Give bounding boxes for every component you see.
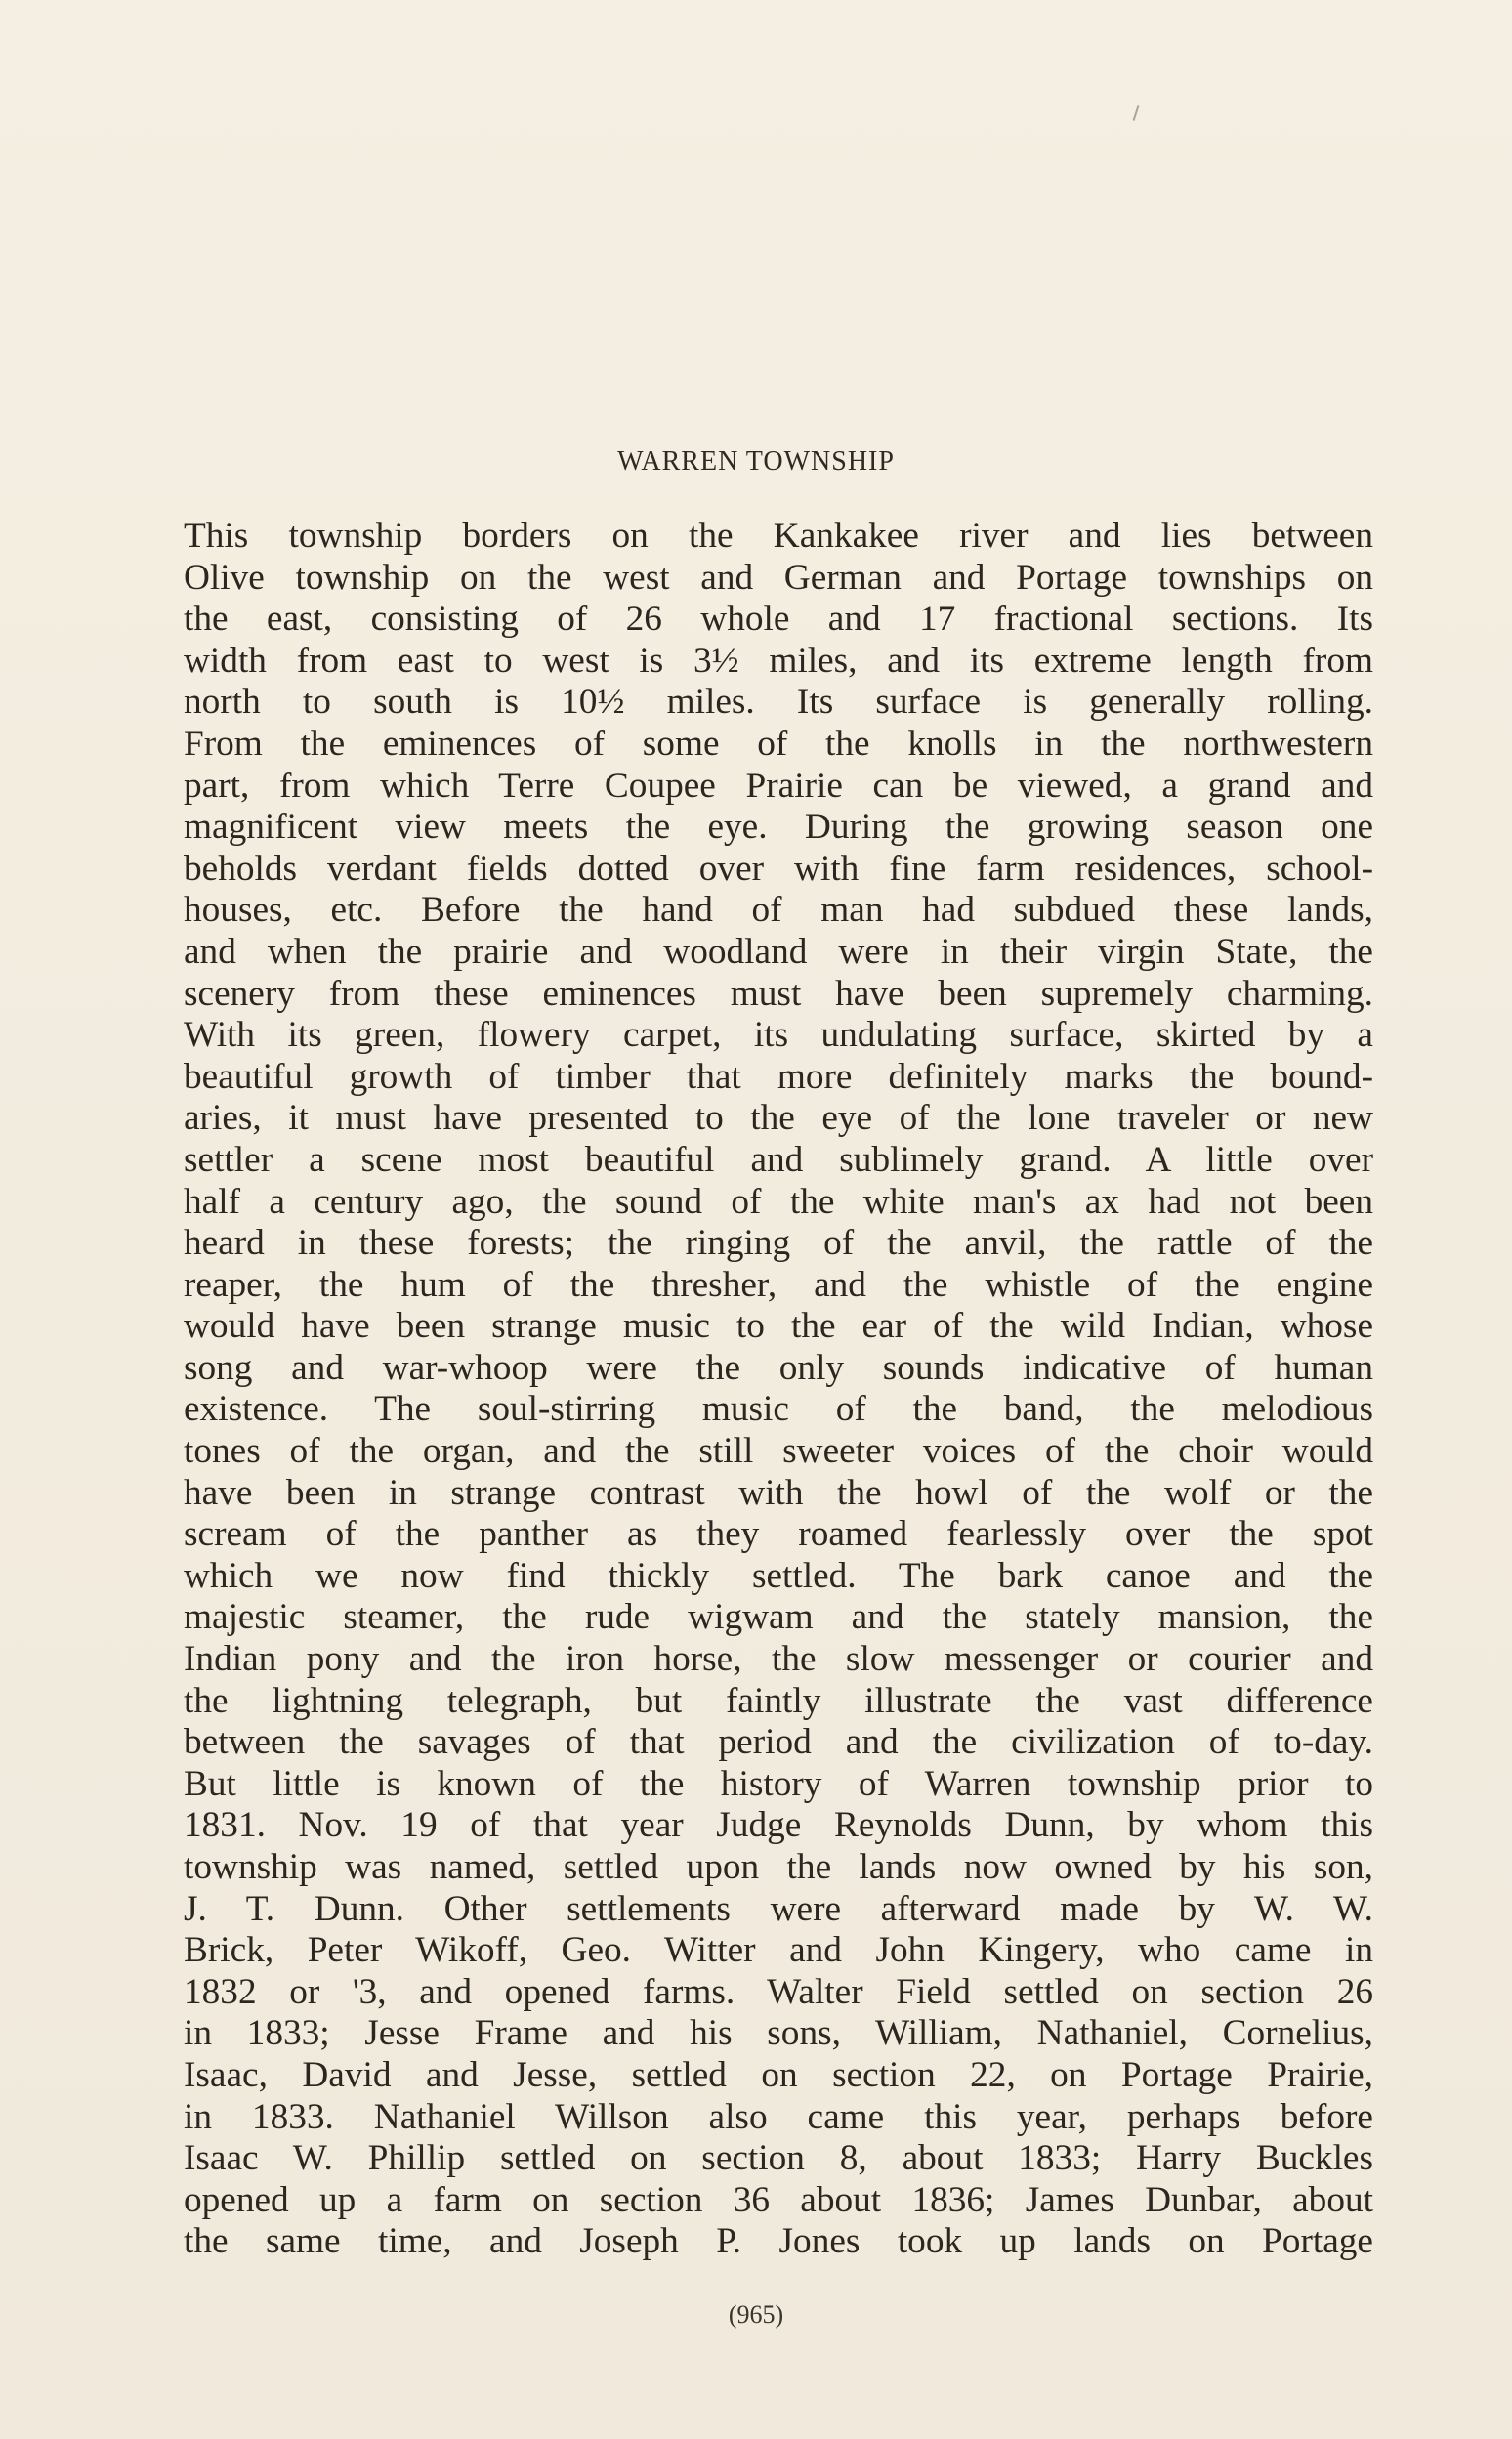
section-title: WARREN TOWNSHIP [617, 446, 895, 477]
text-line-36: 1832 or '3, and opened farms. Walter Field settled on section 26 [184, 1971, 1373, 2012]
text-line-16: settler a scene most beautiful and sublimely grand. A little over [184, 1139, 1373, 1180]
text-line-34: J. T. Dunn. Other settlements were afterward made by W. W. [184, 1888, 1373, 1929]
text-line-33: township was named, settled upon the lands now owned by his son, [184, 1847, 1373, 1887]
text-line-8: magnificent view meets the eye. During the growing season one [184, 807, 1373, 848]
text-line-22: existence. The soul-stirring music of the band, the melodious [184, 1389, 1373, 1430]
text-line-13: With its green, flowery carpet, its undulating surface, skirted by a [184, 1015, 1373, 1056]
text-line-28: Indian pony and the iron horse, the slow messenger or courier and [184, 1639, 1373, 1680]
text-line-19: reaper, the hum of the thresher, and the whistle of the engine [184, 1264, 1373, 1305]
text-line-35: Brick, Peter Wikoff, Geo. Witter and John Kingery, who came in [184, 1930, 1373, 1971]
text-line-9: beholds verdant fields dotted over with fine farm residences, school- [184, 848, 1373, 889]
body-text [184, 516, 1373, 2263]
text-line-40: Isaac W. Phillip settled on section 8, about 1833; Harry Buckles [184, 2138, 1373, 2179]
text-line-2: Olive township on the west and German and Portage townships on [184, 557, 1373, 598]
text-line-41: opened up a farm on section 36 about 1836; James Dunbar, about [184, 2179, 1373, 2220]
text-line-11: and when the prairie and woodland were in their virgin State, the [184, 931, 1373, 972]
text-line-42: the same time, and Joseph P. Jones took up lands on Portage [184, 2221, 1373, 2262]
text-line-29: the lightning telegraph, but faintly illustrate the vast difference [184, 1680, 1373, 1721]
text-line-4: width from east to west is 3½ miles, and its extreme length from [184, 640, 1373, 681]
text-line-27: majestic steamer, the rude wigwam and the stately mansion, the [184, 1597, 1373, 1638]
text-line-21: song and war-whoop were the only sounds indicative of human [184, 1347, 1373, 1388]
text-line-5: north to south is 10½ miles. Its surface is generally rolling. [184, 682, 1373, 723]
text-line-31: But little is known of the history of Warren township prior to [184, 1763, 1373, 1804]
text-line-1: This township borders on the Kankakee river and lies between [184, 516, 1373, 556]
text-line-18: heard in these forests; the ringing of the anvil, the rattle of the [184, 1223, 1373, 1264]
text-line-14: beautiful growth of timber that more definitely marks the bound- [184, 1056, 1373, 1097]
text-line-3: the east, consisting of 26 whole and 17 fractional sections. Its [184, 599, 1373, 640]
text-line-25: scream of the panther as they roamed fearlessly over the spot [184, 1514, 1373, 1555]
text-line-37: in 1833; Jesse Frame and his sons, William, Nathaniel, Cornelius, [184, 2013, 1373, 2054]
page-number: (965) [728, 2300, 784, 2329]
stray-pen-mark [1133, 105, 1140, 121]
text-line-26: which we now find thickly settled. The bark canoe and the [184, 1555, 1373, 1596]
text-line-30: between the savages of that period and the civilization of to-day. [184, 1722, 1373, 1763]
text-line-38: Isaac, David and Jesse, settled on section 22, on Portage Prairie, [184, 2054, 1373, 2095]
text-line-12: scenery from these eminences must have been supremely charming. [184, 973, 1373, 1014]
text-line-6: From the eminences of some of the knolls in the northwestern [184, 723, 1373, 764]
text-line-17: half a century ago, the sound of the white man's ax had not been [184, 1181, 1373, 1222]
text-line-7: part, from which Terre Coupee Prairie can be viewed, a grand and [184, 765, 1373, 806]
text-line-39: in 1833. Nathaniel Willson also came this year, perhaps before [184, 2096, 1373, 2137]
text-line-20: would have been strange music to the ear of the wild Indian, whose [184, 1306, 1373, 1347]
text-line-23: tones of the organ, and the still sweeter voices of the choir would [184, 1431, 1373, 1472]
text-line-32: 1831. Nov. 19 of that year Judge Reynolds Dunn, by whom this [184, 1805, 1373, 1846]
text-line-10: houses, etc. Before the hand of man had subdued these lands, [184, 890, 1373, 931]
text-line-24: have been in strange contrast with the howl of the wolf or the [184, 1472, 1373, 1513]
text-line-15: aries, it must have presented to the eye of the lone traveler or new [184, 1098, 1373, 1139]
